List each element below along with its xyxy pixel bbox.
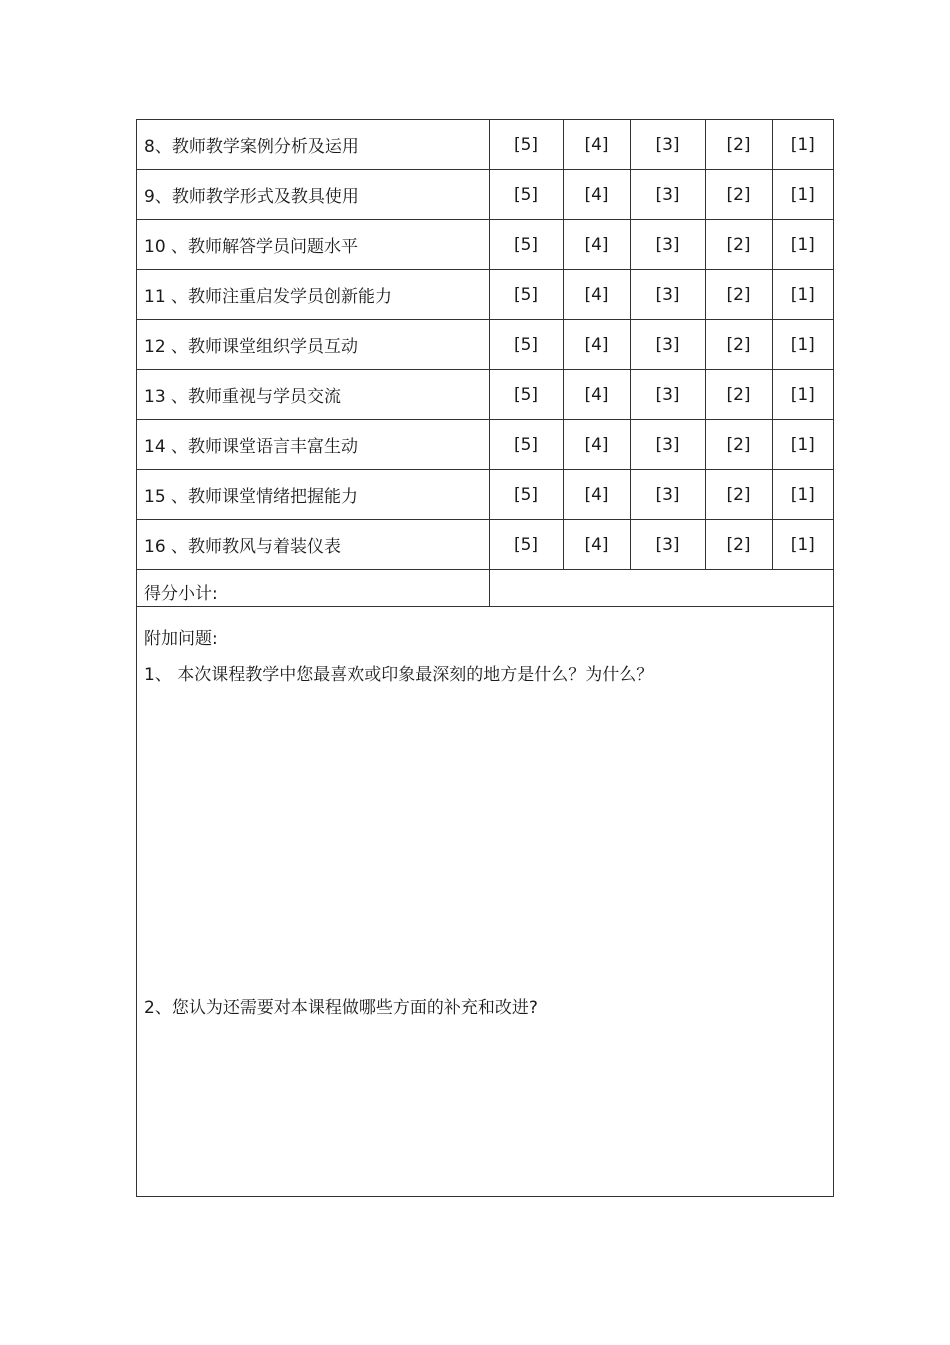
rating-item-label: 11 、教师注重启发学员创新能力 xyxy=(137,270,489,320)
score-option[interactable]: [2] xyxy=(705,170,772,220)
score-option[interactable]: [1] xyxy=(772,270,833,320)
rating-row xyxy=(137,470,833,520)
score-option[interactable]: [5] xyxy=(489,370,563,420)
rating-item-label: 14 、教师课堂语言丰富生动 xyxy=(137,420,489,470)
score-option[interactable]: [5] xyxy=(489,220,563,270)
score-option[interactable]: [4] xyxy=(563,370,630,420)
score-option[interactable]: [4] xyxy=(563,120,630,170)
score-option[interactable]: [3] xyxy=(630,370,705,420)
score-option[interactable]: [3] xyxy=(630,470,705,520)
question-2: 2、您认为还需要对本课程做哪些方面的补充和改进? xyxy=(144,998,538,1018)
rating-row xyxy=(137,320,833,370)
additional-heading: 附加问题: xyxy=(144,629,218,649)
rating-row xyxy=(137,220,833,270)
rating-row xyxy=(137,420,833,470)
score-option[interactable]: [4] xyxy=(563,420,630,470)
rating-item-label: 9、教师教学形式及教具使用 xyxy=(137,170,489,220)
score-option[interactable]: [2] xyxy=(705,520,772,570)
rating-item-label: 12 、教师课堂组织学员互动 xyxy=(137,320,489,370)
score-option[interactable]: [3] xyxy=(630,520,705,570)
score-option[interactable]: [5] xyxy=(489,320,563,370)
score-option[interactable]: [2] xyxy=(705,120,772,170)
score-option[interactable]: [4] xyxy=(563,170,630,220)
score-option[interactable]: [3] xyxy=(630,170,705,220)
rating-item-label: 13 、教师重视与学员交流 xyxy=(137,370,489,420)
rating-row xyxy=(137,120,833,170)
score-option[interactable]: [4] xyxy=(563,520,630,570)
score-option[interactable]: [3] xyxy=(630,270,705,320)
score-option[interactable]: [5] xyxy=(489,170,563,220)
rating-item-label: 10 、教师解答学员问题水平 xyxy=(137,220,489,270)
score-option[interactable]: [2] xyxy=(705,370,772,420)
rating-table xyxy=(137,120,833,607)
score-option[interactable]: [2] xyxy=(705,270,772,320)
score-option[interactable]: [3] xyxy=(630,320,705,370)
score-option[interactable]: [4] xyxy=(563,320,630,370)
score-option[interactable]: [1] xyxy=(772,170,833,220)
question-1: 1、 本次课程教学中您最喜欢或印象最深刻的地方是什么？为什么？ xyxy=(144,665,654,685)
score-option[interactable]: [5] xyxy=(489,420,563,470)
score-option[interactable]: [2] xyxy=(705,220,772,270)
rating-item-label: 8、教师教学案例分析及运用 xyxy=(137,120,489,170)
score-option[interactable]: [3] xyxy=(630,420,705,470)
rating-row xyxy=(137,270,833,320)
score-option[interactable]: [5] xyxy=(489,120,563,170)
rating-table-body xyxy=(137,120,833,570)
score-option[interactable]: [1] xyxy=(772,420,833,470)
rating-item-label: 16 、教师教风与着装仪表 xyxy=(137,520,489,570)
rating-row xyxy=(137,370,833,420)
score-option[interactable]: [4] xyxy=(563,270,630,320)
subtotal-row xyxy=(137,570,833,607)
subtotal-label: 得分小计: xyxy=(137,570,489,607)
score-option[interactable]: [5] xyxy=(489,270,563,320)
rating-row xyxy=(137,520,833,570)
rating-item-label: 15 、教师课堂情绪把握能力 xyxy=(137,470,489,520)
score-option[interactable]: [4] xyxy=(563,220,630,270)
score-option[interactable]: [4] xyxy=(563,470,630,520)
score-option[interactable]: [1] xyxy=(772,120,833,170)
score-option[interactable]: [5] xyxy=(489,520,563,570)
evaluation-form xyxy=(136,119,834,1197)
score-option[interactable]: [2] xyxy=(705,470,772,520)
score-option[interactable]: [1] xyxy=(772,520,833,570)
score-option[interactable]: [1] xyxy=(772,320,833,370)
score-option[interactable]: [2] xyxy=(705,320,772,370)
score-option[interactable]: [2] xyxy=(705,420,772,470)
score-option[interactable]: [3] xyxy=(630,220,705,270)
score-option[interactable]: [3] xyxy=(630,120,705,170)
subtotal-value[interactable] xyxy=(489,570,833,607)
score-option[interactable]: [1] xyxy=(772,370,833,420)
score-option[interactable]: [5] xyxy=(489,470,563,520)
score-option[interactable]: [1] xyxy=(772,220,833,270)
score-option[interactable]: [1] xyxy=(772,470,833,520)
rating-row xyxy=(137,170,833,220)
